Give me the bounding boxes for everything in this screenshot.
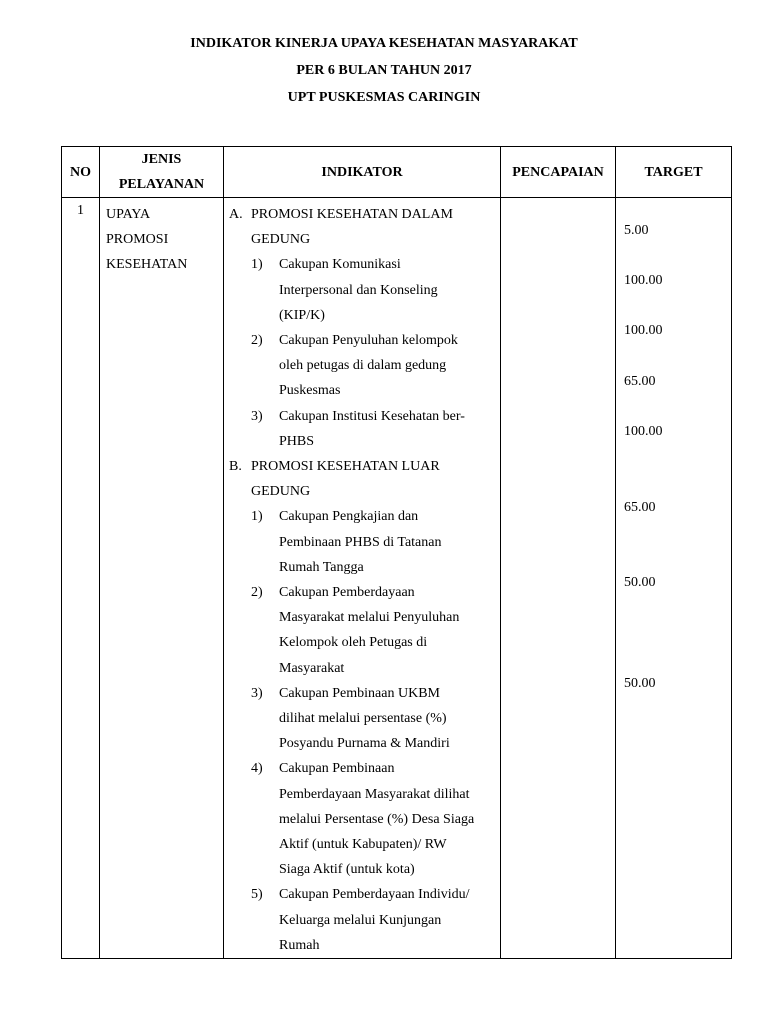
- section-letter: B.: [229, 459, 242, 475]
- item-number: 1): [251, 257, 263, 273]
- item-line: Interpersonal dan Konseling: [279, 282, 438, 298]
- cell-target: [616, 198, 732, 959]
- target-value: 100.00: [624, 323, 663, 338]
- target-value: 50.00: [624, 575, 656, 590]
- header-pencapaian: PENCAPAIAN: [501, 147, 616, 198]
- item-line: Cakupan Komunikasi: [279, 257, 401, 273]
- cell-no: [62, 198, 100, 959]
- item-line: dilihat melalui persentase (%): [279, 711, 447, 727]
- item-line: Masyarakat: [279, 660, 345, 676]
- target-value: 50.00: [624, 676, 656, 691]
- item-number: 1): [251, 509, 263, 525]
- section-title-line: PROMOSI KESEHATAN DALAM: [251, 207, 453, 222]
- row-number: 1: [77, 203, 84, 218]
- item-line: Masyarakat melalui Penyuluhan: [279, 610, 460, 626]
- target-value: 100.00: [624, 273, 663, 288]
- cell-pencapaian: [501, 198, 616, 959]
- document-period: PER 6 BULAN TAHUN 2017: [296, 63, 472, 78]
- item-line: Aktif (untuk Kabupaten)/ RW: [279, 837, 447, 853]
- item-number: 2): [251, 585, 263, 601]
- header-jenis-line2: PELAYANAN: [118, 177, 205, 192]
- item-line: (KIP/K): [279, 307, 325, 323]
- item-line: Cakupan Pemberdayaan Individu/: [279, 887, 470, 903]
- indicator-table: [61, 146, 732, 959]
- item-line: Keluarga melalui Kunjungan: [279, 912, 442, 928]
- list-item: [251, 580, 500, 681]
- item-line: Cakupan Institusi Kesehatan ber-: [279, 408, 465, 424]
- table-header-row: [62, 147, 732, 198]
- item-line: Siaga Aktif (untuk kota): [279, 862, 415, 878]
- header-indikator: INDIKATOR: [224, 147, 501, 198]
- list-item: [251, 252, 500, 328]
- item-line: melalui Persentase (%) Desa Siaga: [279, 811, 475, 827]
- cell-jenis-pelayanan: [100, 198, 224, 959]
- header-target: TARGET: [616, 147, 732, 198]
- item-line: oleh petugas di dalam gedung: [279, 358, 447, 374]
- item-line: Rumah: [279, 937, 320, 953]
- item-number: 5): [251, 887, 263, 903]
- item-line: Rumah Tangga: [279, 559, 364, 575]
- header-jenis-pelayanan: [100, 147, 224, 198]
- header-jenis-line1: JENIS: [141, 152, 182, 167]
- item-line: Cakupan Pembinaan: [279, 761, 395, 777]
- list-item: [251, 404, 500, 454]
- jenis-line: PROMOSI: [106, 232, 169, 248]
- section-letter: A.: [229, 207, 243, 222]
- section-title-line: PROMOSI KESEHATAN LUAR: [251, 459, 440, 475]
- item-number: 2): [251, 333, 263, 349]
- target-value: 5.00: [624, 223, 649, 238]
- jenis-line: KESEHATAN: [106, 257, 188, 273]
- item-line: Kelompok oleh Petugas di: [279, 635, 428, 651]
- jenis-line: UPAYA: [106, 207, 151, 222]
- item-line: Posyandu Purnama & Mandiri: [279, 736, 450, 752]
- item-line: Cakupan Pemberdayaan: [279, 585, 415, 601]
- item-line: Pembinaan PHBS di Tatanan: [279, 534, 442, 550]
- list-item: [251, 681, 500, 757]
- list-item: [251, 756, 500, 882]
- item-number: 3): [251, 408, 263, 424]
- item-line: Puskesmas: [279, 383, 341, 399]
- section-b: [229, 454, 500, 504]
- list-item: [251, 882, 500, 958]
- table-row: [62, 198, 732, 959]
- section-title-line: GEDUNG: [251, 232, 311, 248]
- list-item: [251, 328, 500, 404]
- item-line: Cakupan Pembinaan UKBM: [279, 685, 440, 701]
- section-title-line: GEDUNG: [251, 484, 311, 500]
- cell-indikator: [224, 198, 501, 959]
- item-number: 3): [251, 685, 263, 701]
- section-a: [229, 202, 500, 252]
- document-title: INDIKATOR KINERJA UPAYA KESEHATAN MASYARAKAT: [190, 36, 578, 51]
- header-no: NO: [62, 147, 100, 198]
- target-value: 65.00: [624, 374, 656, 389]
- item-line: Pemberdayaan Masyarakat dilihat: [279, 786, 470, 802]
- item-line: Cakupan Penyuluhan kelompok: [279, 333, 458, 349]
- target-value: 65.00: [624, 500, 656, 515]
- item-line: Cakupan Pengkajian dan: [279, 509, 419, 525]
- list-item: [251, 504, 500, 580]
- item-line: PHBS: [279, 433, 315, 449]
- item-number: 4): [251, 761, 263, 777]
- target-value: 100.00: [624, 424, 663, 439]
- document-unit: UPT PUSKESMAS CARINGIN: [287, 90, 481, 105]
